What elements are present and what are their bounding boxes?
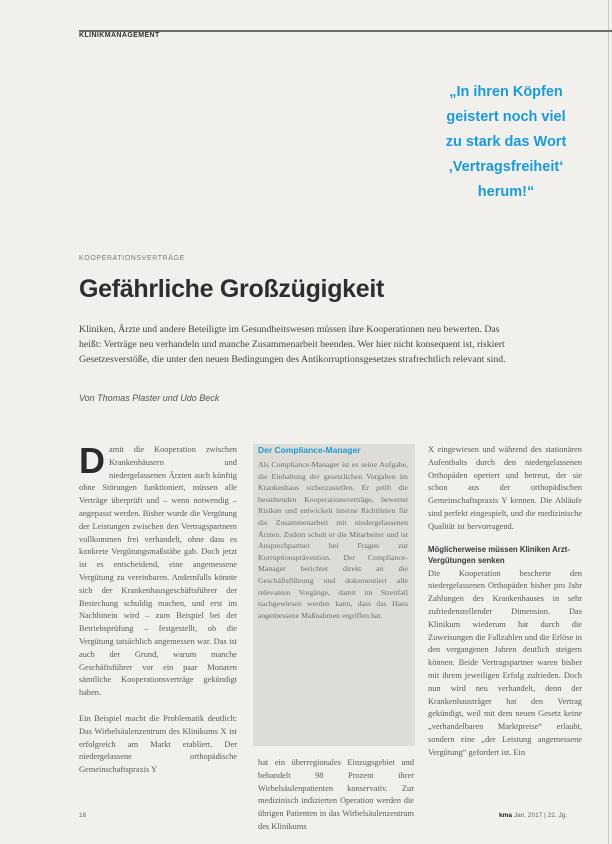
footer-issue bbox=[499, 812, 567, 819]
article-kicker: KOOPERATIONSVERTRÄGE bbox=[79, 255, 185, 262]
body-column-1 bbox=[79, 440, 237, 777]
body-column-3 bbox=[428, 444, 582, 760]
body-paragraph: Ein Beispiel macht die Problematik deutlich: Das Wirbelsäulenzentrum des Klinikums X ist erfolgreich am Markt etabliert. Der niedergelassene orthopädische Gemeinschaftspraxis Y bbox=[79, 713, 237, 775]
pull-quote-line: „In ihren Köpfen bbox=[449, 84, 563, 100]
article-authors: Von Thomas Plaster und Udo Beck bbox=[79, 393, 220, 403]
body-column-2: hat ein überregionales Einzugsgebiet und behandelt 98 Prozent ihrer Wirbelsäulenpatienten konservativ. Zur medizinisch indizierten Operation werden die übrigen Patienten in das Wirbelsäulenzentrum des Klinikums bbox=[258, 758, 414, 831]
pull-quote bbox=[426, 80, 586, 205]
pull-quote-line: ‚Vertragsfreiheit‘ bbox=[448, 159, 564, 175]
pull-quote-line: zu stark das Wort bbox=[445, 134, 567, 150]
body-paragraph: amit die Kooperation zwischen Krankenhäusern und niedergelassenen Ärzten auch künftig ohne Störungen funktioniert, müssen alle Verträge überprüft und – wenn notwendig – angepasst werden. Bisher wurde die Vergütung der Leistungen zwischen den Vertragspartnern vollkommen frei verhandelt, ohne dass es konkrete Vergütungsmaßstäbe gab. Doch jetzt ist es entscheidend, eine angemessene Vergütung zu vereinbaren. Andernfalls könnte sich der Krankenhausgeschäftsführer der Bestechung schuldig machen, und erst im Nachhinein wird – zum Beispiel bei der Betriebsprüfung – festgestellt, ob die Vergütung tatsächlich angemessen war. Das ist auch der Grund, warum manche Geschäftsführer vor ein paar Monaten sämtliche Kooperationsverträge gekündigt haben. bbox=[79, 445, 237, 698]
issue-date: Jan. 2017 | 22. Jg. bbox=[513, 812, 568, 819]
body-paragraph: Die Kooperation bescherte den niedergelassenen Orthopäden bisher pro Jahr Zahlungen des Krankenhauses in sehr zufriedenstellender Dimension. Das Klinikum wiederum hat durch die Zuweisungen die Fallzahlen und die Erlöse in den vergangenen Jahren deutlich steigern können. Beide Vertragspartner waren bisher mit ihrem jeweiligen Erfolg zufrieden. Doch nun wird neu verhandelt, denn der Krankenhausträger hat den Vertrag gekündigt, weil mit dem neuen Gesetz keine „verhandelbaren Marktpreise“ erlaubt, sondern eine „der Leistung angemessene Vergütung“ gefordert ist. Ein bbox=[428, 568, 582, 757]
body-paragraph: X eingewiesen und während des stationären Aufenthalts durch den niedergelassenen Orthopäden operiert und betreut, der sie schon aus der orthopädischen Gemeinschaftspraxis Y kennen. Die Abläufe sind perfekt eingespielt, und die medizinische Qualität ist hervorragend. bbox=[428, 445, 582, 531]
magazine-name: kma bbox=[499, 812, 513, 819]
pull-quote-line: geistert noch viel bbox=[446, 109, 566, 125]
article-title: Gefährliche Großzügigkeit bbox=[79, 275, 385, 303]
article-lead: Kliniken, Ärzte und andere Beteiligte im Gesundheitswesen müssen ihre Kooperationen neu bewerten. Das heißt: Verträge neu verhandeln und manche Zusammenarbeit beenden. Wer hier nicht konsequent ist, riskiert Gesetzesverstöße, die unter den neuen Bedingungen des Antikorruptionsgesetzes strafrechtlich relevant sind. bbox=[79, 324, 506, 366]
info-box-text: Als Compliance-Manager ist es seine Aufgabe, die Einhaltung der gesetzlichen Vorgaben im Krankenhaus sicherzustellen. Er prüft die bestehenden Kooperationsverträge, bewertet Risiken und entwickelt interne Richtlinien für die Zusammenarbeit mit niedergelassenen Ärzten. Zudem schult er die Mitarbeiter und ist Ansprechpartner bei Fragen zur Korruptionsprävention. Der Compliance-Manager berichtet direkt an die Geschäftsführung und dokumentiert alle relevanten Vorgänge, damit im Streitfall nachgewiesen werden kann, dass das Haus angemessene Maßnahmen ergriffen hat. bbox=[258, 460, 408, 620]
page-edge bbox=[608, 0, 609, 844]
page-number: 16 bbox=[79, 812, 87, 819]
drop-cap: D bbox=[79, 440, 105, 481]
pull-quote-line: herum!“ bbox=[477, 184, 535, 200]
section-label: KLINIKMANAGEMENT bbox=[79, 32, 160, 39]
info-box-title: Der Compliance-Manager bbox=[258, 445, 361, 455]
subheading: Möglicherweise müssen Kliniken Arzt-Vergütungen senken bbox=[428, 544, 570, 565]
